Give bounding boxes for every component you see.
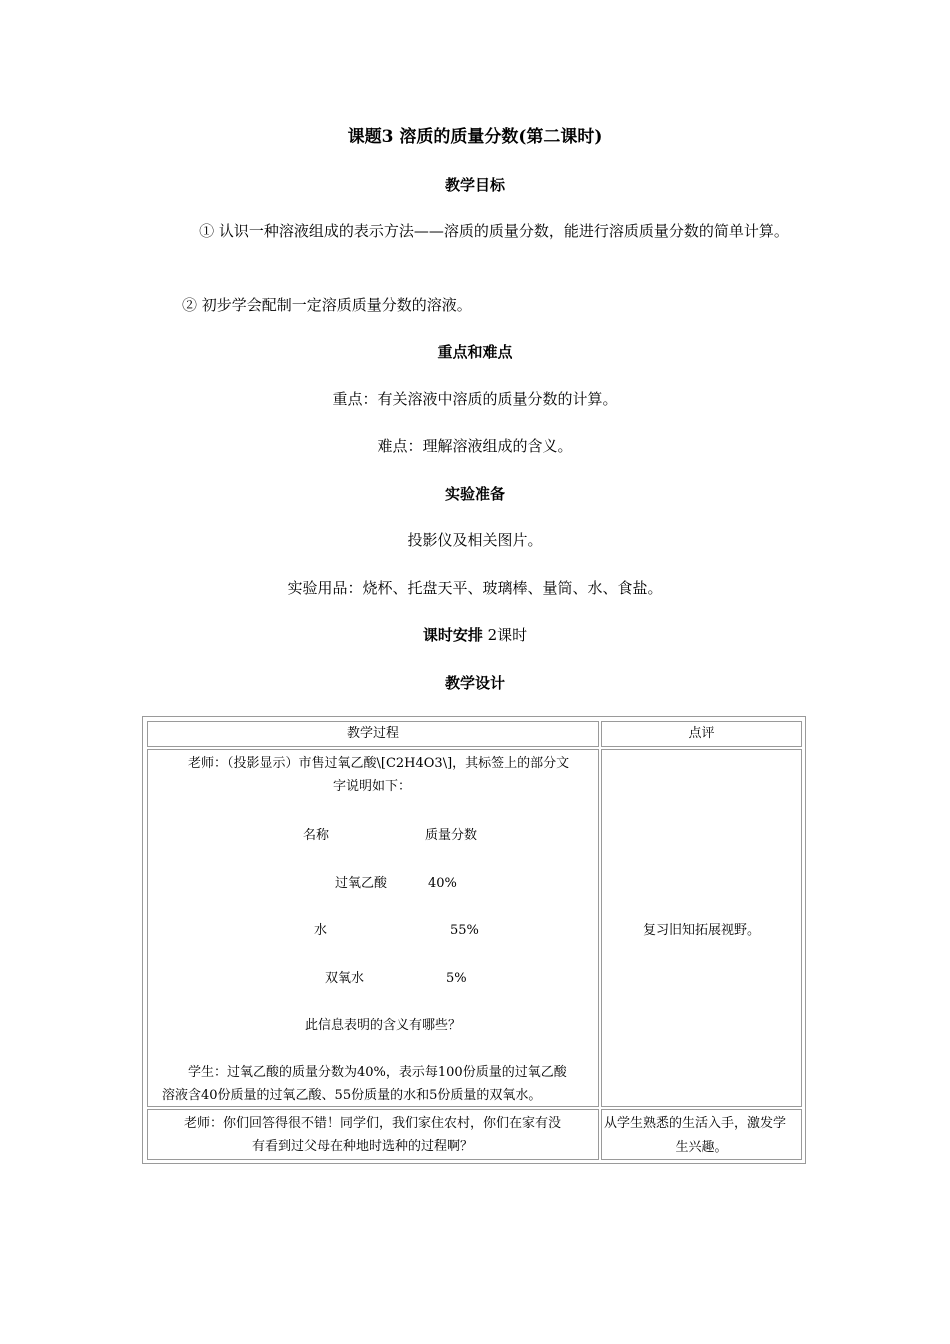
preparation-equipment: 投影仪及相关图片。 bbox=[407, 531, 543, 549]
row1-process-cell bbox=[147, 749, 599, 1107]
preparation-supplies: 实验用品：烧杯、托盘天平、玻璃棒、量筒、水、食盐。 bbox=[287, 579, 663, 597]
label-item-name: 水 bbox=[314, 923, 328, 938]
header-comment-label: 点评 bbox=[688, 726, 715, 741]
schedule-line bbox=[0, 625, 950, 645]
label-item-name: 过氧乙酸 bbox=[335, 876, 388, 891]
label-column-name: 名称 bbox=[303, 828, 330, 843]
objective-1: ① 认识一种溶液组成的表示方法——溶质的质量分数，能进行溶质质量分数的简单计算。 bbox=[199, 222, 789, 240]
header-process-label: 教学过程 bbox=[346, 726, 399, 741]
preparation-heading: 实验准备 bbox=[444, 485, 505, 503]
teaching-design-table bbox=[142, 716, 806, 1164]
label-item-fraction: 55% bbox=[450, 923, 479, 938]
row2-comment-line2: 生兴趣。 bbox=[675, 1140, 728, 1155]
document-title: 课题3 溶质的质量分数(第二课时) bbox=[347, 127, 603, 147]
row1-comment-cell bbox=[601, 749, 802, 1107]
row1-answer-line2: 溶液含40份质量的过氧乙酸、55份质量的水和5份质量的双氧水。 bbox=[162, 1088, 542, 1103]
header-cell-comment bbox=[601, 721, 802, 747]
design-heading: 教学设计 bbox=[444, 674, 505, 692]
row1-question: 此信息表明的含义有哪些？ bbox=[305, 1018, 462, 1033]
row1-intro-line2: 字说明如下： bbox=[333, 779, 412, 794]
objective-2: ② 初步学会配制一定溶质质量分数的溶液。 bbox=[182, 296, 472, 314]
label-item-name: 双氧水 bbox=[325, 971, 365, 986]
row1-intro-line1: 老师：（投影显示）市售过氧乙酸\[C2H4O3\]，其标签上的部分文 bbox=[188, 756, 570, 771]
key-point: 重点：有关溶液中溶质的质量分数的计算。 bbox=[332, 390, 618, 408]
row1-answer-line1: 学生：过氧乙酸的质量分数为40%，表示每100份质量的过氧乙酸 bbox=[188, 1065, 567, 1080]
label-item-fraction: 40% bbox=[428, 876, 457, 891]
row2-comment-line1: 从学生熟悉的生活入手，激发学 bbox=[604, 1116, 787, 1131]
objectives-heading: 教学目标 bbox=[444, 176, 505, 194]
header-cell-process bbox=[147, 721, 599, 747]
key-points-heading: 重点和难点 bbox=[437, 343, 513, 361]
row1-comment: 复习旧知拓展视野。 bbox=[642, 923, 760, 938]
row2-comment-cell bbox=[601, 1109, 802, 1160]
schedule-label: 课时安排 bbox=[422, 626, 483, 644]
row2-process-cell bbox=[147, 1109, 599, 1160]
row2-text-line2: 有看到过父母在种地时选种的过程啊？ bbox=[252, 1139, 474, 1154]
row2-text-line1: 老师：你们回答得很不错！同学们，我们家住农村，你们在家有没 bbox=[184, 1116, 562, 1131]
difficult-point: 难点：理解溶液组成的含义。 bbox=[377, 437, 573, 455]
label-column-fraction: 质量分数 bbox=[425, 828, 478, 843]
label-item-fraction: 5% bbox=[446, 971, 467, 986]
schedule-value: 2课时 bbox=[482, 626, 528, 644]
